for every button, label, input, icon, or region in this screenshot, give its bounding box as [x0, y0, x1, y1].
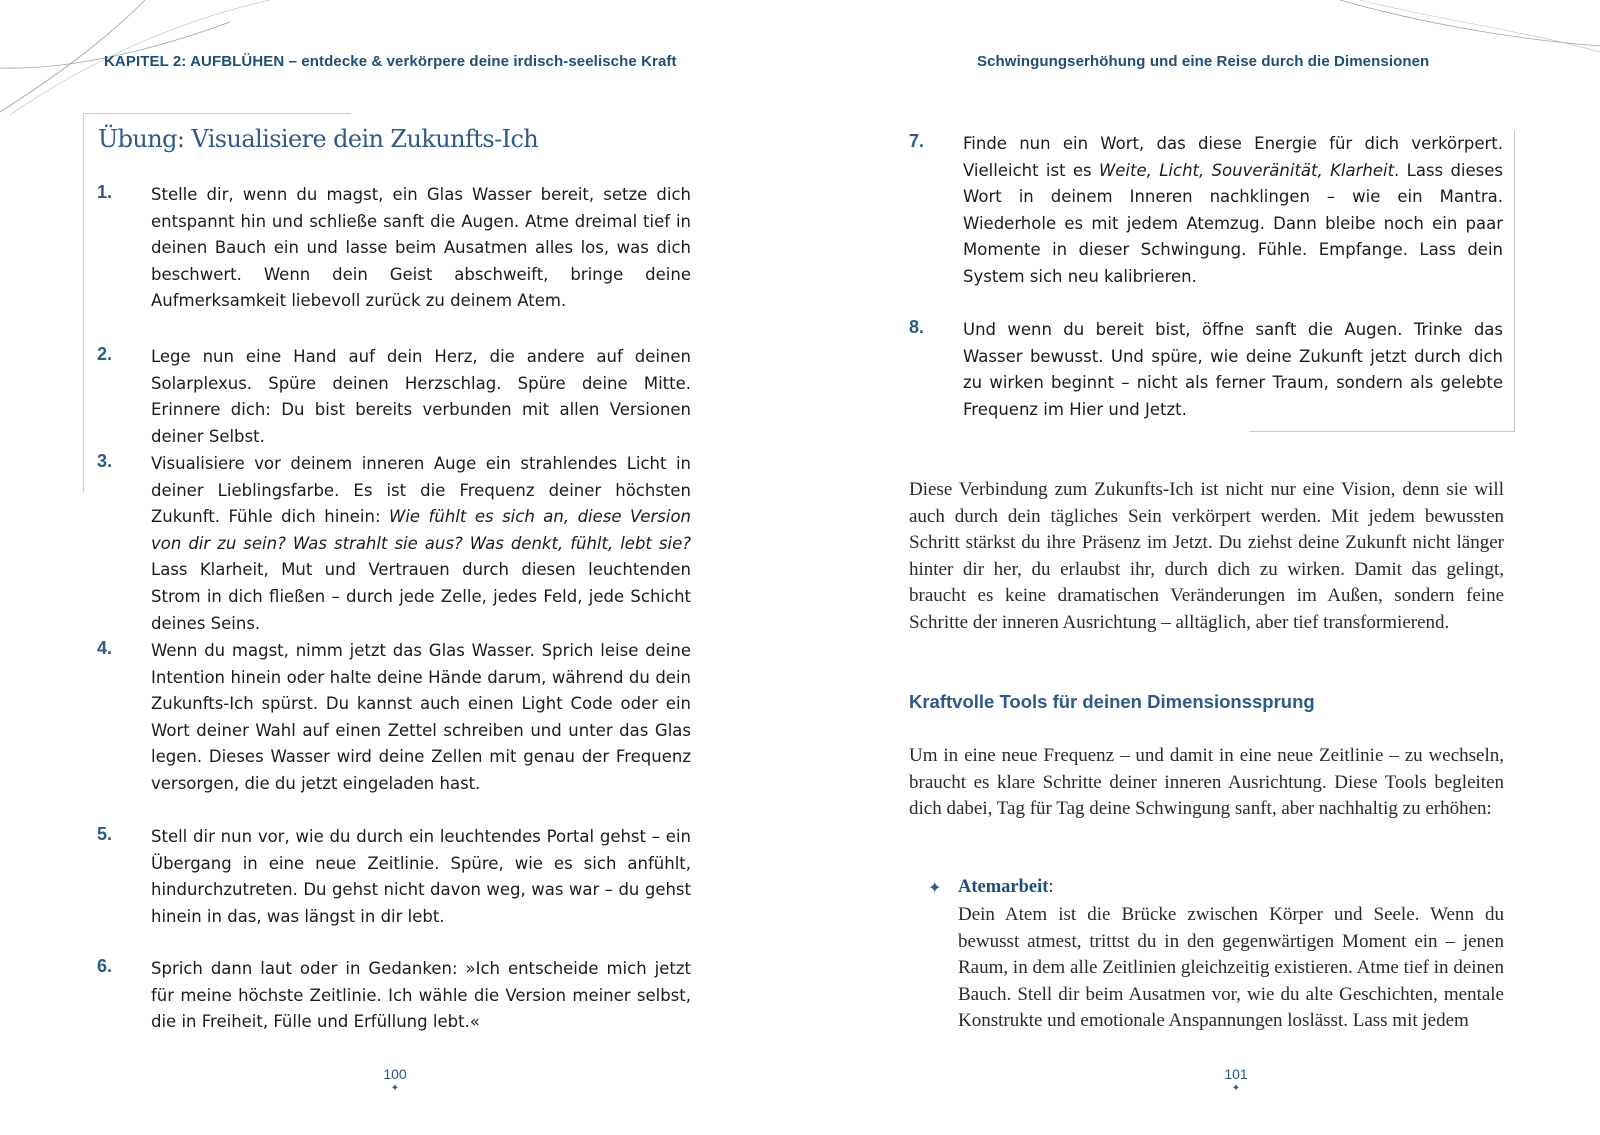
- running-head: KAPITEL 2: AUFBLÜHEN – entdecke & verkörpere deine irdisch-seelische Kraft: [104, 53, 677, 70]
- step-number: 1.: [97, 182, 113, 202]
- bullet-text: Dein Atem ist die Brücke zwischen Körper und Seele. Wenn du bewusst atmest, trittst du in den gegenwärtigen Moment ein – jenen Raum, in dem alle Zeitlinien gleichzeitig existieren. Atme tief in deinen Bauch. Stell dir beim Ausatmen vor, wie du alte Geschichten, mentale Konstrukte und emotionale Anspannungen loslässt. Lass mit jedem: [958, 904, 1504, 1032]
- step-number: 6.: [97, 956, 113, 976]
- bullet-title-text: Atemarbeit: [958, 877, 1049, 897]
- step-text: Wenn du magst, nimm jetzt das Glas Wasser. Sprich leise deine Intention hinein oder halte deine Hände darum, während du dein Zukunfts-Ich spürst. Du kannst auch einen Light Code oder ein Wort deiner Wahl auf einen Zettel schreiben und unter das Glas legen. Dieses Wasser wird deine Zellen mit genau der Frequenz versorgen, die du jetzt eingeladen hast.: [151, 641, 691, 793]
- step-text: Stelle dir, wenn du magst, ein Glas Wasser bereit, setze dich entspannt hin und schließe sanft die Augen. Atme dreimal tief in deinen Bauch ein und lasse beim Ausatmen alles los, was dich beschwert. Wenn dein Geist abschweift, bringe deine Aufmerksamkeit liebevoll zurück zu deinem Atem.: [151, 185, 691, 311]
- step-text: [151, 451, 691, 637]
- page-number: 100: [383, 1066, 407, 1082]
- step-text-part: Lass Klarheit, Mut und Vertrauen durch diesen leuchtenden Strom in dich fließen – durch jede Zelle, jedes Feld, jede Schicht deines Seins.: [151, 560, 691, 633]
- step-number: 3.: [97, 451, 113, 471]
- step-text: Lege nun eine Hand auf dein Herz, die andere auf deinen Solarplexus. Spüre deinen Herzschlag. Spüre deine Mitte. Erinnere dich: Du bist bereits verbunden mit allen Versionen deiner Selbst.: [151, 347, 691, 446]
- star-ornament-icon: ✦: [390, 1083, 400, 1094]
- step-text-part: Finde nun ein Wort, das diese Energie für dich verkörpert. Vielleicht ist es: [963, 134, 1503, 180]
- step-text: [963, 131, 1503, 291]
- step-number: 4.: [97, 638, 113, 658]
- step-number: 7.: [909, 131, 925, 151]
- step-text: Und wenn du bereit bist, öffne sanft die Augen. Trinke das Wasser bewusst. Und spüre, wie deine Zukunft jetzt durch dich zu wirken beginnt – nicht als ferner Traum, sondern als gelebte Frequenz im Hier und Jetzt.: [963, 320, 1503, 419]
- right-page: [800, 0, 1600, 1135]
- step-number: 8.: [909, 317, 925, 337]
- page-number: 101: [1224, 1066, 1248, 1082]
- step-text: Sprich dann laut oder in Gedanken: »Ich entscheide mich jetzt für meine höchste Zeitlinie. Ich wähle die Version meiner selbst, die in Freiheit, Fülle und Erfüllung lebt.«: [151, 959, 691, 1032]
- step-text-italic: Wie fühlt es sich an, diese Version von dir zu sein? Was strahlt sie aus? Was denkt, fühlt, lebt sie?: [151, 507, 692, 553]
- exercise-title: Übung: Visualisiere dein Zukunfts-Ich: [98, 125, 539, 153]
- star-ornament-icon: ✦: [1231, 1083, 1241, 1094]
- step-text-part: . Lass dieses Wort in deinem Inneren nachklingen – wie ein Mantra. Wiederhole es mit jedem Atemzug. Dann bleibe noch ein paar Momente in dieser Schwingung. Fühle. Empfange. Lass dein System sich neu kalibrieren.: [963, 160, 1504, 286]
- step-number: 5.: [97, 824, 113, 844]
- bullet-title: [958, 877, 1054, 898]
- running-head: Schwingungserhöhung und eine Reise durch die Dimensionen: [977, 53, 1430, 70]
- body-paragraph: Um in eine neue Frequenz – und damit in eine neue Zeitlinie – zu wechseln, braucht es klare Schritte deiner inneren Ausrichtung. Diese Tools begleiten dich dabei, Tag für Tag deine Schwingung sanft, aber nachhaltig zu erhöhen:: [909, 745, 1504, 820]
- star-bullet-icon: ✦: [928, 880, 942, 897]
- section-heading: Kraftvolle Tools für deinen Dimensionssprung: [909, 691, 1315, 712]
- step-text: Stell dir nun vor, wie du durch ein leuchtendes Portal gehst – ein Übergang in eine neue Zeitlinie. Spüre, wie es sich anfühlt, hindurchzutreten. Du gehst nicht davon weg, was war – du gehst hinein in das, was längst in dir lebt.: [151, 827, 691, 926]
- step-text-italic: Weite, Licht, Souveränität, Klarheit: [1098, 160, 1395, 180]
- body-paragraph: Diese Verbindung zum Zukunfts-Ich ist nicht nur eine Vision, denn sie will auch durch dein tägliches Sein verkörpert werden. Mit jedem bewussten Schritt stärkst du ihre Präsenz im Jetzt. Du ziehst deine Zukunft nicht länger hinter dir her, du erlaubst ihr, durch dich zu wirken. Damit das gelingt, braucht es keine dramatischen Veränderungen im Außen, sondern feine Schritte der inneren Ausrichtung – alltäglich, aber tief transformierend.: [909, 479, 1504, 633]
- step-text-part: Visualisiere vor deinem inneren Auge ein strahlendes Licht in deiner Lieblingsfarbe. Es ist die Frequenz deiner höchsten Zukunft. Fühle dich hinein:: [151, 454, 691, 527]
- bullet-title-colon: :: [1048, 877, 1054, 897]
- step-number: 2.: [97, 344, 113, 364]
